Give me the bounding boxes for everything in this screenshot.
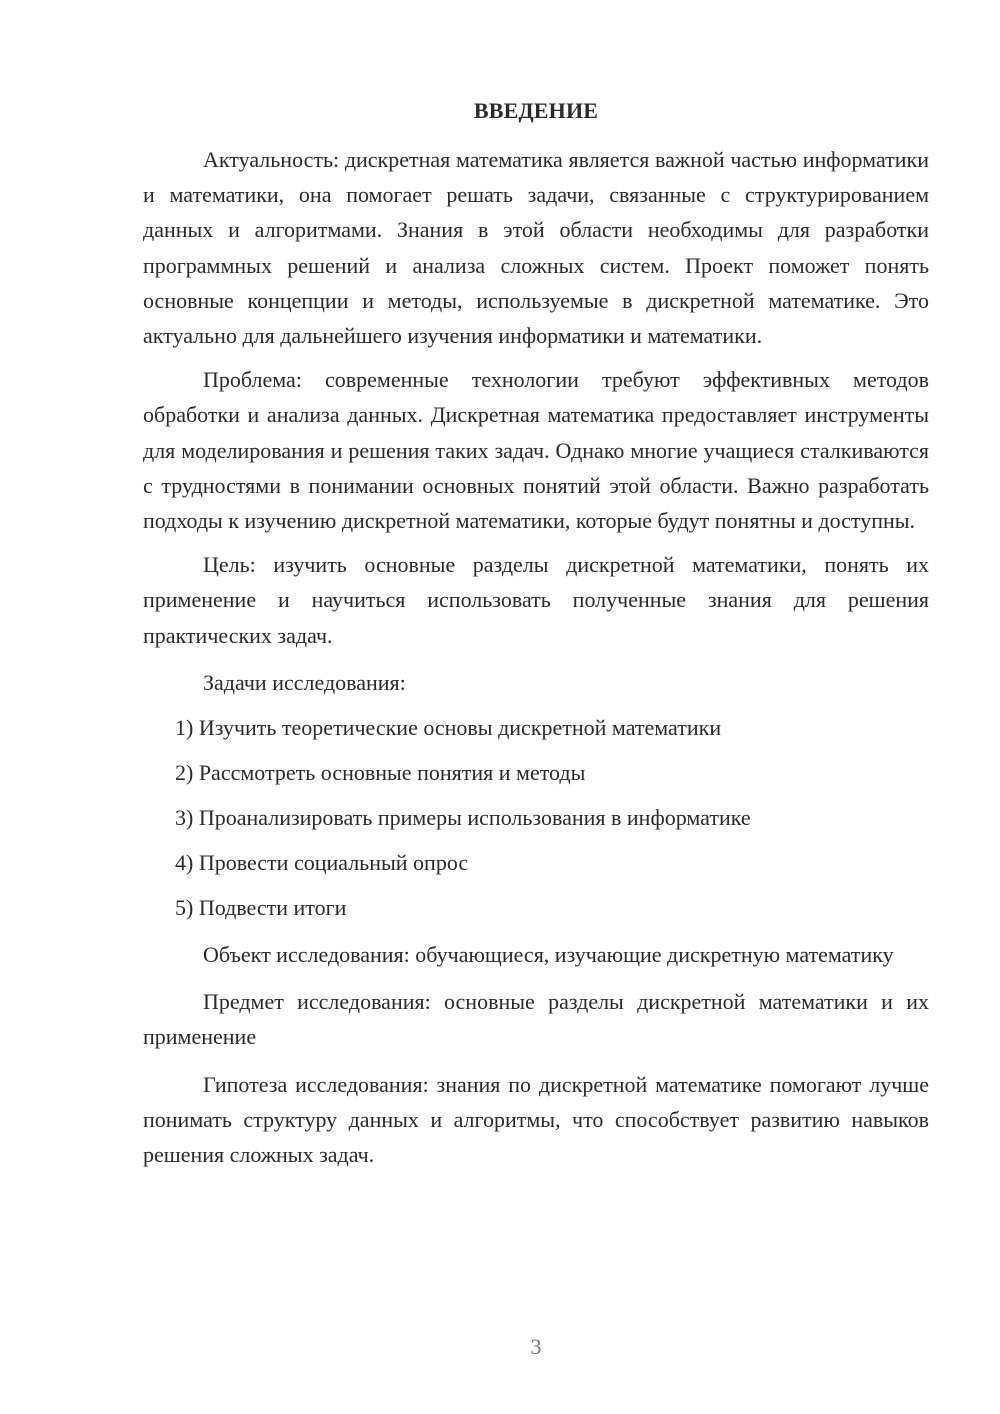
- list-item: 2) Рассмотреть основные понятия и методы: [175, 760, 586, 786]
- problem-paragraph: Проблема: современные технологии требуют эффективных методов обработки и анализа данных. Дискретная математика предоставляет инструменты для моделирования и решения таких задач. Однако многие учащиеся сталкиваются с трудностями в понимании основных понятий этой области. Важно разработать подходы к изучению дискретной математики, которые будут понятны и доступны.: [143, 367, 929, 534]
- page-number: 3: [530, 1334, 542, 1359]
- list-item: 4) Провести социальный опрос: [175, 850, 469, 876]
- list-item: 1) Изучить теоретические основы дискретной математики: [175, 715, 722, 741]
- list-item: 5) Подвести итоги: [175, 895, 347, 921]
- page-title: ВВЕДЕНИЕ: [473, 98, 599, 123]
- body-text: [143, 142, 929, 1172]
- subject-paragraph: Предмет исследования: основные разделы дискретной математики и их применение: [143, 989, 929, 1050]
- goal-paragraph: Цель: изучить основные разделы дискретной математики, понять их применение и научиться использовать полученные знания для решения практических задач.: [143, 552, 929, 648]
- hypothesis-paragraph: Гипотеза исследования: знания по дискретной математике помогают лучше понимать структуру данных и алгоритмы, что способствует развитию навыков решения сложных задач.: [143, 1071, 929, 1168]
- tasks-list: [143, 710, 929, 925]
- list-item: 3) Проанализировать примеры использования в информатике: [175, 805, 751, 831]
- object-paragraph: Объект исследования: обучающиеся, изучающие дискретную математику: [203, 942, 894, 968]
- relevance-paragraph: Актуальность: дискретная математика является важной частью информатики и математики, она помогает решать задачи, связанные с структурированием данных и алгоритмами. Знания в этой области необходимы для разработки программных решений и анализа сложных систем. Проект поможет понять основные концепции и методы, используемые в дискретной математике. Это актуально для дальнейшего изучения информатики и математики.: [143, 147, 929, 349]
- tasks-heading: Задачи исследования:: [203, 669, 406, 695]
